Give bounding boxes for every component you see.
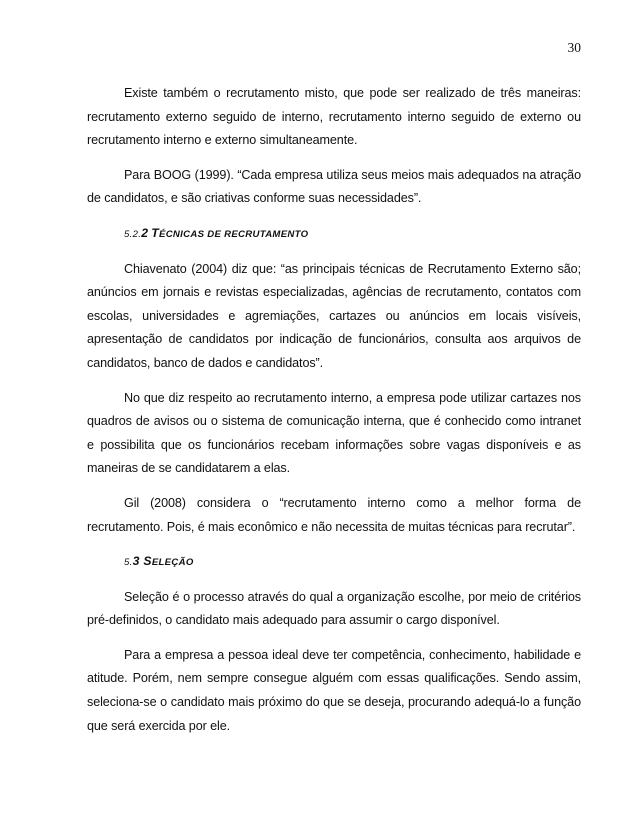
section-title-rest: ÉCNICAS DE RECRUTAMENTO [159, 228, 309, 240]
section-title-initial: T [151, 225, 159, 240]
paragraph-gil-quote: Gil (2008) considera o “recrutamento interno como a melhor forma de recrutamento. Pois, é mais econômico e não necessita de muitas técnicas para recrutar”. [87, 495, 581, 534]
paragraph-pessoa-ideal: Para a empresa a pessoa ideal deve ter competência, conhecimento, habilidade e atitude. Porém, nem sempre consegue alguém com essas qualificações. Sendo assim, seleciona-se o candidato mais próximo do que se deseja, procurando adequá-lo a função que será exercida por ele. [87, 647, 581, 733]
page-content [87, 82, 581, 749]
section-number-bold: 2 [141, 225, 149, 240]
paragraph-recrutamento-misto: Existe também o recrutamento misto, que pode ser realizado de três maneiras: recrutamento externo seguido de interno, recrutamento interno seguido de externo ou recrutamento interno e externo simultaneamente. [87, 86, 581, 148]
section-title-rest: ELEÇÃO [151, 557, 194, 569]
paragraph-selecao-definicao: Seleção é o processo através do qual a organização escolhe, por meio de critérios pré-definidos, o candidato mais adequado para assumir o cargo disponível. [87, 589, 581, 628]
paragraph-recrutamento-interno: No que diz respeito ao recrutamento interno, a empresa pode utilizar cartazes nos quadros de avisos ou o sistema de comunicação interna, que é conhecido como intranet e possibilita que os funcionários recebam informações sobre vagas disponíveis e as maneiras de se candidatarem a elas. [87, 390, 581, 476]
section-title-initial: S [139, 554, 152, 569]
paragraph-boog-quote: Para BOOG (1999). “Cada empresa utiliza seus meios mais adequados na atração de candidatos, e são criativas conforme suas necessidades”. [87, 167, 581, 206]
section-heading-selecao [87, 550, 581, 575]
section-number: 5. [124, 557, 133, 569]
section-number: 5.2. [124, 228, 142, 240]
section-number-bold: 3 [132, 554, 140, 569]
section-heading-tecnicas-recrutamento [87, 222, 581, 247]
paragraph-chiavenato-quote: Chiavenato (2004) diz que: “as principais técnicas de Recrutamento Externo são; anúncios em jornais e revistas especializadas, agências de recrutamento, contatos com escolas, universidades e agremiações, cartazes ou anúncios em locais visíveis, apresentação de candidatos por indicação de funcionários, consulta aos arquivos de candidatos, banco de dados e candidatos”. [87, 261, 581, 370]
page-number: 30 [567, 40, 581, 55]
